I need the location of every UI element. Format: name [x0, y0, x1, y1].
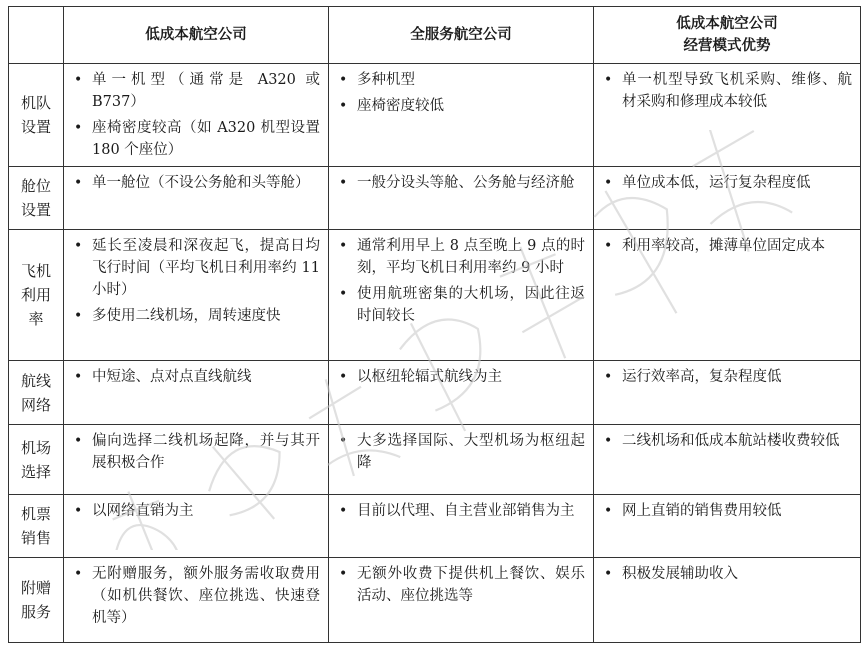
bullet-list [600, 172, 852, 194]
cell-advantage [594, 230, 861, 361]
bullet-item: • 多使用二线机场，周转速度快 [70, 305, 320, 327]
bullet-item: • 网上直销的销售费用较低 [600, 500, 852, 522]
table-row-services [9, 558, 861, 643]
table-row-cabin [9, 167, 861, 230]
header-advantage [594, 7, 861, 64]
bullet-list [70, 430, 320, 474]
bullet-item: • 运行效率高，复杂程度低 [600, 366, 852, 388]
bullet-item: • 单位成本低，运行复杂程度低 [600, 172, 852, 194]
cell-low-cost [64, 495, 329, 558]
bullet-item: • 使用航班密集的大机场，因此往返时间较长 [335, 283, 585, 327]
cell-advantage [594, 425, 861, 495]
row-category [9, 361, 64, 425]
bullet-item: • 以枢纽轮辐式航线为主 [335, 366, 585, 388]
bullet-item: • 无附赠服务，额外服务需收取费用（如机供餐饮、座位挑选、快速登机等） [70, 563, 320, 629]
bullet-list [600, 430, 852, 452]
table-row-airport [9, 425, 861, 495]
bullet-list [70, 366, 320, 388]
bullet-item: • 无额外收费下提供机上餐饮、娱乐活动、座位挑选等 [335, 563, 585, 607]
bullet-list [335, 69, 585, 117]
bullet-item: • 座椅密度较高（如 A320 机型设置 180 个座位） [70, 117, 320, 161]
bullet-list [600, 366, 852, 388]
bullet-list [600, 69, 852, 113]
cell-advantage [594, 495, 861, 558]
cell-full-service [329, 558, 594, 643]
row-category-label: 舱位设置 [20, 177, 51, 219]
bullet-item: • 二线机场和低成本航站楼收费较低 [600, 430, 852, 452]
cell-full-service [329, 167, 594, 230]
bullet-item: • 延长至凌晨和深夜起飞，提高日均飞行时间（平均飞机日利用率约 11 小时） [70, 235, 320, 301]
cell-low-cost [64, 361, 329, 425]
bullet-list [70, 69, 320, 161]
bullet-list [70, 235, 320, 327]
row-category-label: 飞机利用率 [20, 262, 51, 328]
row-category-label: 航线网络 [20, 371, 51, 414]
bullet-list [600, 563, 852, 585]
row-category [9, 64, 64, 167]
cell-advantage [594, 167, 861, 230]
bullet-item: • 单一机型导致飞机采购、维修、航材采购和修理成本较低 [600, 69, 852, 113]
row-category [9, 558, 64, 643]
bullet-item: • 偏向选择二线机场起降，并与其开展积极合作 [70, 430, 320, 474]
header-advantage-line1: 低成本航空公司 [676, 16, 778, 32]
cell-low-cost [64, 230, 329, 361]
cell-full-service [329, 64, 594, 167]
row-category-label: 附赠服务 [20, 579, 51, 621]
cell-low-cost [64, 425, 329, 495]
cell-low-cost [64, 64, 329, 167]
bullet-item: • 多种机型 [335, 69, 585, 91]
bullet-list [335, 366, 585, 388]
table-row-sales [9, 495, 861, 558]
cell-low-cost [64, 167, 329, 230]
cell-advantage [594, 558, 861, 643]
table-row-fleet [9, 64, 861, 167]
header-low-cost: 低成本航空公司 [64, 7, 329, 64]
row-category-label: 机票销售 [20, 505, 51, 547]
bullet-list [600, 500, 852, 522]
row-category-label: 机队设置 [20, 94, 51, 136]
bullet-list [600, 235, 852, 257]
bullet-list [335, 430, 585, 474]
bullet-list [335, 172, 585, 194]
cell-full-service [329, 425, 594, 495]
bullet-item: • 座椅密度较低 [335, 95, 585, 117]
row-category [9, 425, 64, 495]
bullet-item: • 通常利用早上 8 点至晚上 9 点的时刻，平均飞机日利用率约 9 小时 [335, 235, 585, 279]
cell-advantage [594, 361, 861, 425]
cell-advantage [594, 64, 861, 167]
header-full-service: 全服务航空公司 [329, 7, 594, 64]
bullet-list [335, 235, 585, 327]
header-row [9, 7, 861, 64]
row-category [9, 230, 64, 361]
bullet-list [335, 500, 585, 522]
cell-full-service [329, 230, 594, 361]
bullet-item: • 目前以代理、自主营业部销售为主 [335, 500, 585, 522]
bullet-item: • 利用率较高，摊薄单位固定成本 [600, 235, 852, 257]
row-category-label: 机场选择 [20, 438, 51, 481]
bullet-item: • 一般分设头等舱、公务舱与经济舱 [335, 172, 585, 194]
cell-full-service [329, 361, 594, 425]
table-row-network [9, 361, 861, 425]
row-category [9, 167, 64, 230]
bullet-item: • 以网络直销为主 [70, 500, 320, 522]
bullet-item: • 中短途、点对点直线航线 [70, 366, 320, 388]
bullet-list [70, 563, 320, 629]
bullet-list [335, 563, 585, 607]
bullet-list [70, 500, 320, 522]
bullet-item: • 单一舱位（不设公务舱和头等舱） [70, 172, 320, 194]
bullet-item: • 大多选择国际、大型机场为枢纽起降 [335, 430, 585, 474]
table-row-utilization [9, 230, 861, 361]
comparison-table [8, 6, 861, 643]
bullet-list [70, 172, 320, 194]
row-category [9, 495, 64, 558]
cell-low-cost [64, 558, 329, 643]
header-advantage-line2: 经营模式优势 [683, 38, 771, 54]
bullet-item: • 积极发展辅助收入 [600, 563, 852, 585]
cell-full-service [329, 495, 594, 558]
header-empty [9, 7, 64, 64]
bullet-item: • 单一机型（通常是 A320 或 B737） [70, 69, 320, 113]
